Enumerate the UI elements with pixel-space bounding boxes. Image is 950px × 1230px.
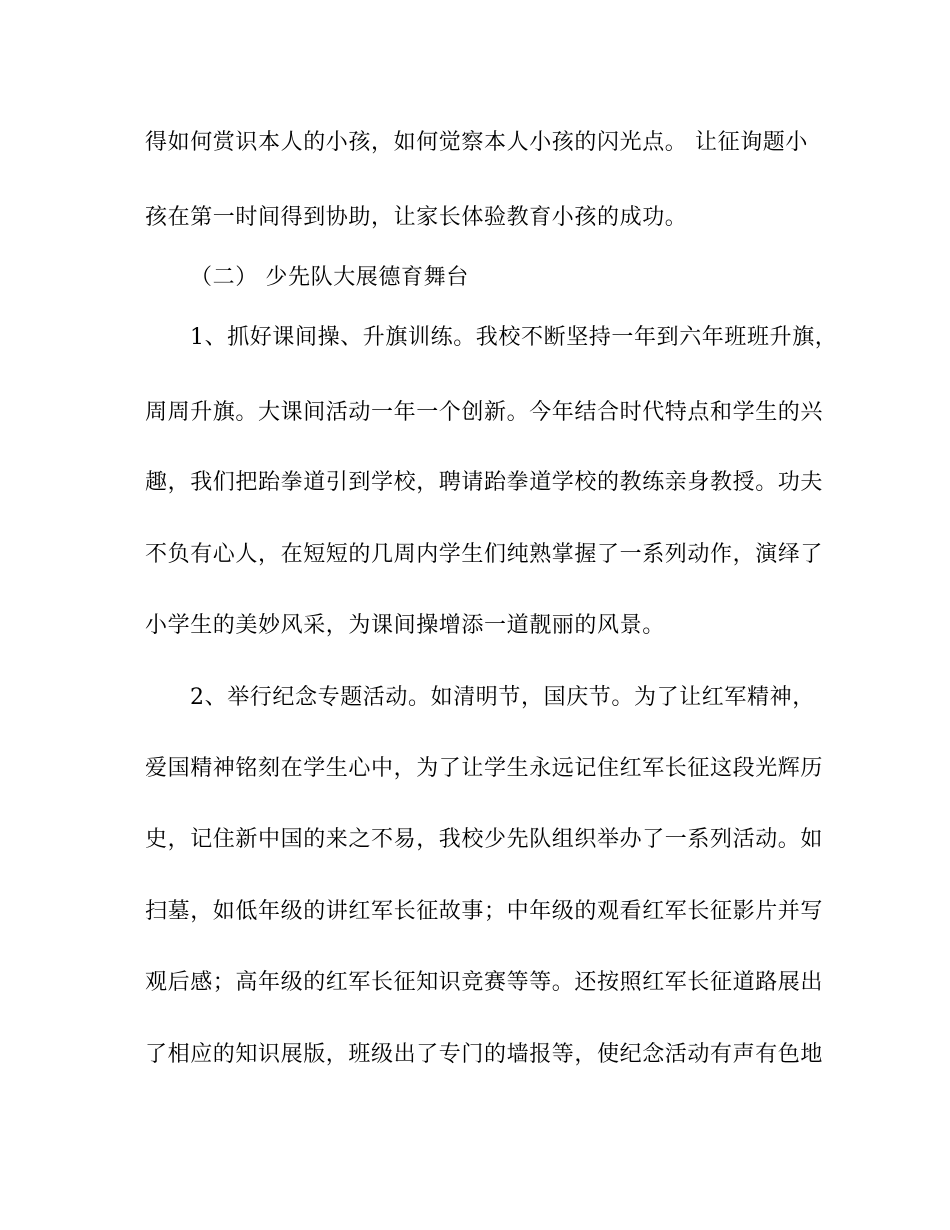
text-line: 爱国精神铭刻在学生心中，为了让学生永远记住红军长征这段光辉历	[145, 756, 824, 781]
text-line: 小学生的美妙风采，为课间操增添一道靓丽的风景。	[145, 613, 665, 638]
text-line: 得如何赏识本人的小孩，如何觉察本人小孩的闪光点。 让征询题小	[145, 130, 808, 155]
text-line: 趣，我们把跆拳道引到学校，聘请跆拳道学校的教练亲身教授。功夫	[145, 470, 824, 495]
text-line: 观后感；高年级的红军长征知识竞赛等等。还按照红军长征道路展出	[145, 970, 824, 995]
text-line: 史，记住新中国的来之不易，我校少先队组织举办了一系列活动。如	[145, 827, 824, 852]
text-line: 了相应的知识展版，班级出了专门的墙报等，使纪念活动有声有色地	[145, 1042, 824, 1067]
section-heading: （二） 少先队大展德育舞台	[190, 265, 469, 290]
paragraph-start-line: 1、抓好课间操、升旗训练。我校不断坚持一年到六年班班升旗，	[190, 325, 838, 350]
text-line: 扫墓，如低年级的讲红军长征故事；中年级的观看红军长征影片并写	[145, 899, 824, 924]
paragraph-start-line: 2、举行纪念专题活动。如清明节，国庆节。为了让红军精神，	[190, 685, 815, 710]
text-line: 周周升旗。大课间活动一年一个创新。今年结合时代特点和学生的兴	[145, 400, 824, 425]
text-line: 孩在第一时间得到协助，让家长体验教育小孩的成功。	[145, 205, 688, 230]
text-line: 不负有心人，在短短的几周内学生们纯熟掌握了一系列动作，演绎了	[145, 542, 824, 567]
